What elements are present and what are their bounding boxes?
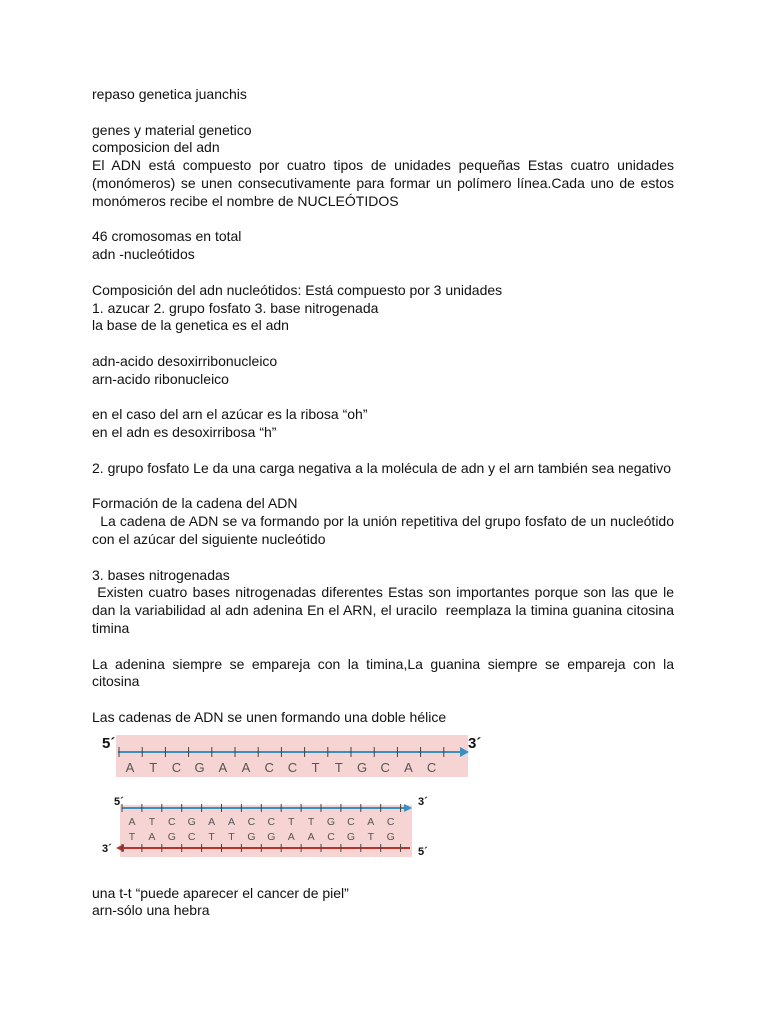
dna-diagram-svg xyxy=(92,731,492,877)
base-letter-strand-1: C xyxy=(168,815,176,828)
paragraph-bases: Existen cuatro bases nitrogenadas diferentes Estas son importantes porque son las que le dan la variabilidad al adn adenina En el ARN, el uracilo reemplaza la timina guanina citosina timina xyxy=(92,584,678,636)
text-line: Composición del adn nucleótidos: Está compuesto por 3 unidades xyxy=(92,281,503,298)
section-heading: genes y material genetico xyxy=(92,121,252,138)
base-letter-strand-1: A xyxy=(367,815,375,828)
base-letter: A xyxy=(125,759,135,775)
base-letter-strand-2: T xyxy=(367,830,375,843)
base-letter-strand-1: T xyxy=(307,815,315,828)
base-letter: G xyxy=(356,759,368,775)
text-line: 46 cromosomas en total xyxy=(92,228,242,245)
base-letter-strand-2: C xyxy=(327,830,335,843)
paragraph-fosfato: 2. grupo fosfato Le da una carga negativa a la molécula de adn y el arn también sea negativo xyxy=(92,459,672,476)
text-line: 1. azucar 2. grupo fosfato 3. base nitrogenada xyxy=(92,299,379,316)
base-letter-strand-1: G xyxy=(326,815,336,828)
base-letter: G xyxy=(194,759,205,775)
document-title: repaso genetica juanchis xyxy=(92,86,247,102)
base-letter: A xyxy=(241,759,251,775)
text-line: en el adn es desoxirribosa “h” xyxy=(92,424,277,441)
document-page xyxy=(92,86,678,920)
base-letter-strand-1: C xyxy=(247,815,256,828)
base-letter-strand-2: G xyxy=(167,830,176,843)
base-letter: T xyxy=(334,759,343,775)
base-letter-strand-1: A xyxy=(128,815,136,828)
base-letter: A xyxy=(218,759,228,775)
base-letter-strand-1: T xyxy=(287,815,295,828)
label-3-prime-upper-right: 3´ xyxy=(418,795,428,808)
base-letter-strand-2: G xyxy=(386,830,395,843)
base-letter-strand-1: C xyxy=(347,815,355,828)
dna-strand-diagram xyxy=(92,731,492,877)
base-letter-strand-2: A xyxy=(307,830,315,843)
base-letter-strand-1: A xyxy=(227,815,236,828)
base-letter-strand-2: T xyxy=(228,830,235,843)
label-5-prime-lower-right: 5´ xyxy=(418,845,428,858)
label-3-prime-top: 3´ xyxy=(468,734,482,752)
section-heading: 3. bases nitrogenadas xyxy=(92,566,230,583)
section-subheading: composicion del adn xyxy=(92,139,220,156)
base-letter: C xyxy=(287,759,298,775)
base-letter-strand-2: A xyxy=(148,830,156,843)
text-line: arn-acido ribonucleico xyxy=(92,370,229,387)
base-letter: A xyxy=(404,759,413,775)
base-letter: C xyxy=(426,759,437,775)
section-heading: Formación de la cadena del ADN xyxy=(92,495,298,512)
paragraph-cadena: La cadena de ADN se va formando por la unión repetitiva del grupo fosfato de un nucleótido con el azúcar del siguiente nucleótido xyxy=(92,513,678,547)
base-letter-strand-2: T xyxy=(208,830,215,843)
base-letter: C xyxy=(171,759,182,775)
base-letter-strand-1: C xyxy=(267,815,276,828)
base-letter-strand-1: T xyxy=(148,815,156,828)
base-letter: T xyxy=(311,759,320,775)
paragraph-emparejamiento: La adenina siempre se empareja con la timina,La guanina siempre se empareja con la citosina xyxy=(92,655,674,690)
text-line: la base de la genetica es el adn xyxy=(92,317,289,334)
base-letter: T xyxy=(149,759,158,775)
base-letter: C xyxy=(264,759,274,775)
base-letter-strand-2: A xyxy=(287,830,295,843)
base-letter-strand-2: C xyxy=(187,830,196,843)
text-line: adn -nucleótidos xyxy=(92,246,195,263)
base-letter-strand-1: C xyxy=(386,815,395,828)
text-line: una t-t “puede aparecer el cancer de piel” xyxy=(92,884,349,901)
label-5-prime-top: 5´ xyxy=(102,734,116,752)
base-letter-strand-2: G xyxy=(346,830,355,843)
base-letter-strand-2: G xyxy=(267,830,276,843)
base-letter-strand-1: G xyxy=(187,815,196,828)
text-line: adn-acido desoxirribonucleico xyxy=(92,352,278,369)
paragraph-adn: El ADN está compuesto por cuatro tipos de unidades pequeñas Estas cuatro unidades (monómeros) se unen consecutivamente para formar un polímero línea.Cada uno de estos monómeros recibe el nombre de NUCLEÓTIDOS xyxy=(92,157,674,209)
text-line: en el caso del arn el azúcar es la ribosa “oh” xyxy=(92,406,368,423)
base-letter: C xyxy=(380,759,390,775)
text-line: arn-sólo una hebra xyxy=(92,902,210,919)
base-letter-strand-2: G xyxy=(247,830,256,843)
base-letter-strand-2: T xyxy=(128,830,136,843)
label-5-prime-upper-left: 5´ xyxy=(114,795,124,808)
base-letter-strand-1: A xyxy=(208,815,216,828)
label-3-prime-lower-left: 3´ xyxy=(102,842,112,855)
text-line: Las cadenas de ADN se unen formando una doble hélice xyxy=(92,708,447,725)
